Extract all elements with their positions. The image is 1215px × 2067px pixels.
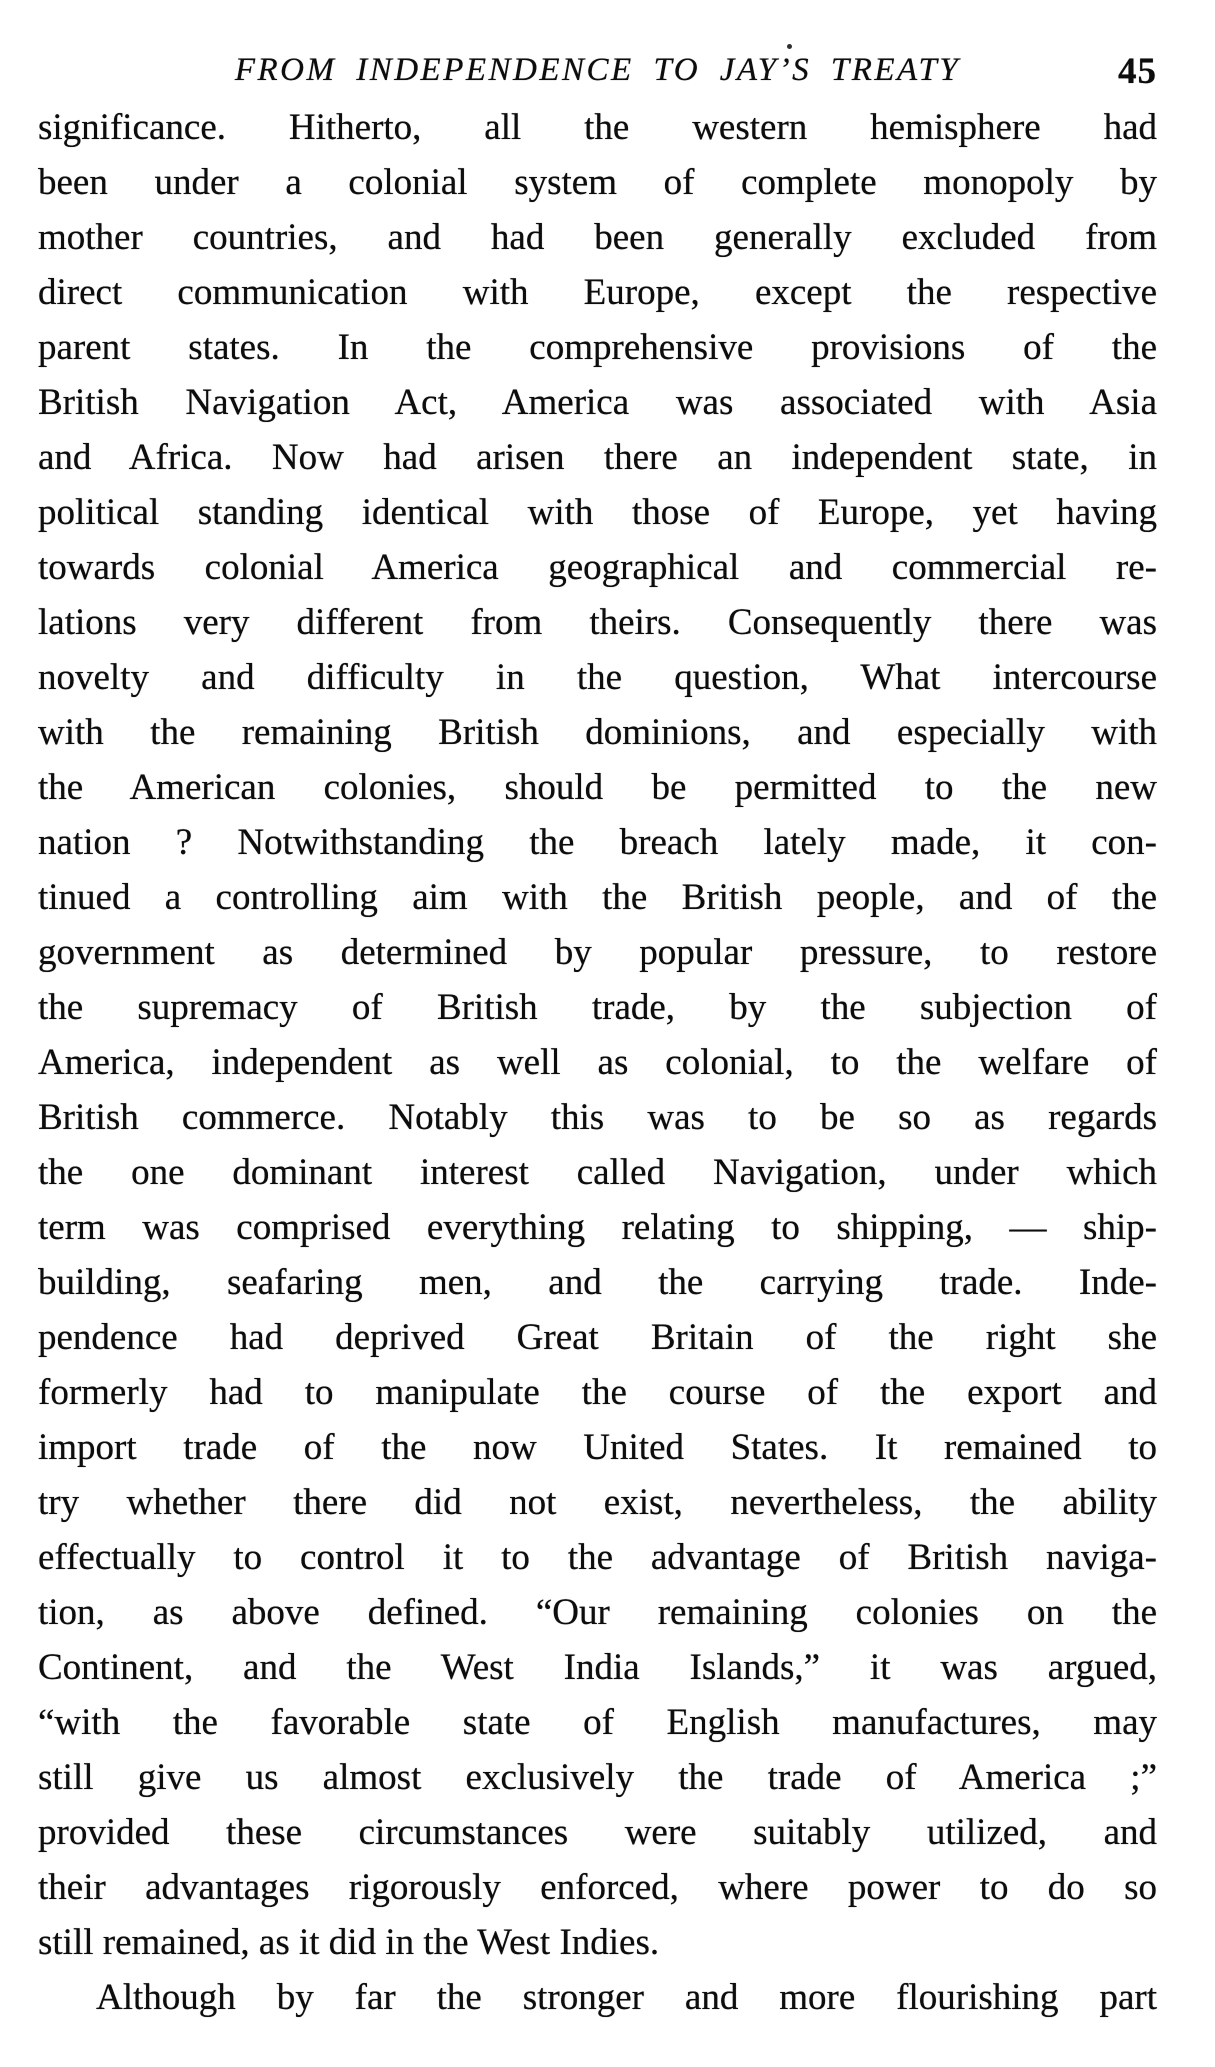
text-line: the supremacy of British trade, by the subjection of [38,987,1157,1028]
text-line: “with the favorable state of English manufactures, may [38,1702,1157,1743]
text-line: parent states. In the comprehensive provisions of the [38,327,1157,368]
text-line: pendence had deprived Great Britain of the right she [38,1317,1157,1358]
text-line: and Africa. Now had arisen there an independent state, in [38,437,1157,478]
text-line: try whether there did not exist, nevertheless, the ability [38,1482,1157,1523]
text-line: been under a colonial system of complete monopoly by [38,162,1157,203]
text-line: import trade of the now United States. It remained to [38,1427,1157,1468]
text-line: lations very different from theirs. Consequently there was [38,602,1157,643]
text-line: government as determined by popular pressure, to restore [38,932,1157,973]
running-header [38,52,1157,98]
text-line: direct communication with Europe, except the respective [38,272,1157,313]
text-line: effectually to control it to the advantage of British naviga- [38,1537,1157,1578]
page-number: 45 [1118,51,1157,92]
text-line: mother countries, and had been generally excluded from [38,217,1157,258]
text-line: their advantages rigorously enforced, where power to do so [38,1867,1157,1908]
text-line-paragraph-start: Although by far the stronger and more flourishing part [96,1977,1157,2018]
text-line: novelty and difficulty in the question, What intercourse [38,657,1157,698]
text-line: British Navigation Act, America was associated with Asia [38,382,1157,423]
text-line: tinued a controlling aim with the British people, and of the [38,877,1157,918]
text-line: provided these circumstances were suitably utilized, and [38,1812,1157,1853]
text-line: political standing identical with those of Europe, yet having [38,492,1157,533]
text-line: the American colonies, should be permitted to the new [38,767,1157,808]
running-header-title: FROM INDEPENDENCE TO JAY’S TREATY [234,52,961,88]
scan-speck [787,44,792,49]
text-line: the one dominant interest called Navigation, under which [38,1152,1157,1193]
text-line: British commerce. Notably this was to be so as regards [38,1097,1157,1138]
text-line: term was comprised everything relating to shipping, — ship- [38,1207,1157,1248]
text-line: towards colonial America geographical and commercial re- [38,547,1157,588]
text-line: still give us almost exclusively the trade of America ;” [38,1757,1157,1798]
text-line: nation ? Notwithstanding the breach lately made, it con- [38,822,1157,863]
page-body [38,100,1157,2025]
text-line: significance. Hitherto, all the western hemisphere had [38,107,1157,148]
text-line: building, seafaring men, and the carrying trade. Inde- [38,1262,1157,1303]
text-line: formerly had to manipulate the course of the export and [38,1372,1157,1413]
text-line: with the remaining British dominions, and especially with [38,712,1157,753]
text-line: America, independent as well as colonial, to the welfare of [38,1042,1157,1083]
text-line: Continent, and the West India Islands,” it was argued, [38,1647,1157,1688]
text-line-paragraph-end: still remained, as it did in the West Indies. [38,1922,660,1963]
text-line: tion, as above defined. “Our remaining colonies on the [38,1592,1157,1633]
